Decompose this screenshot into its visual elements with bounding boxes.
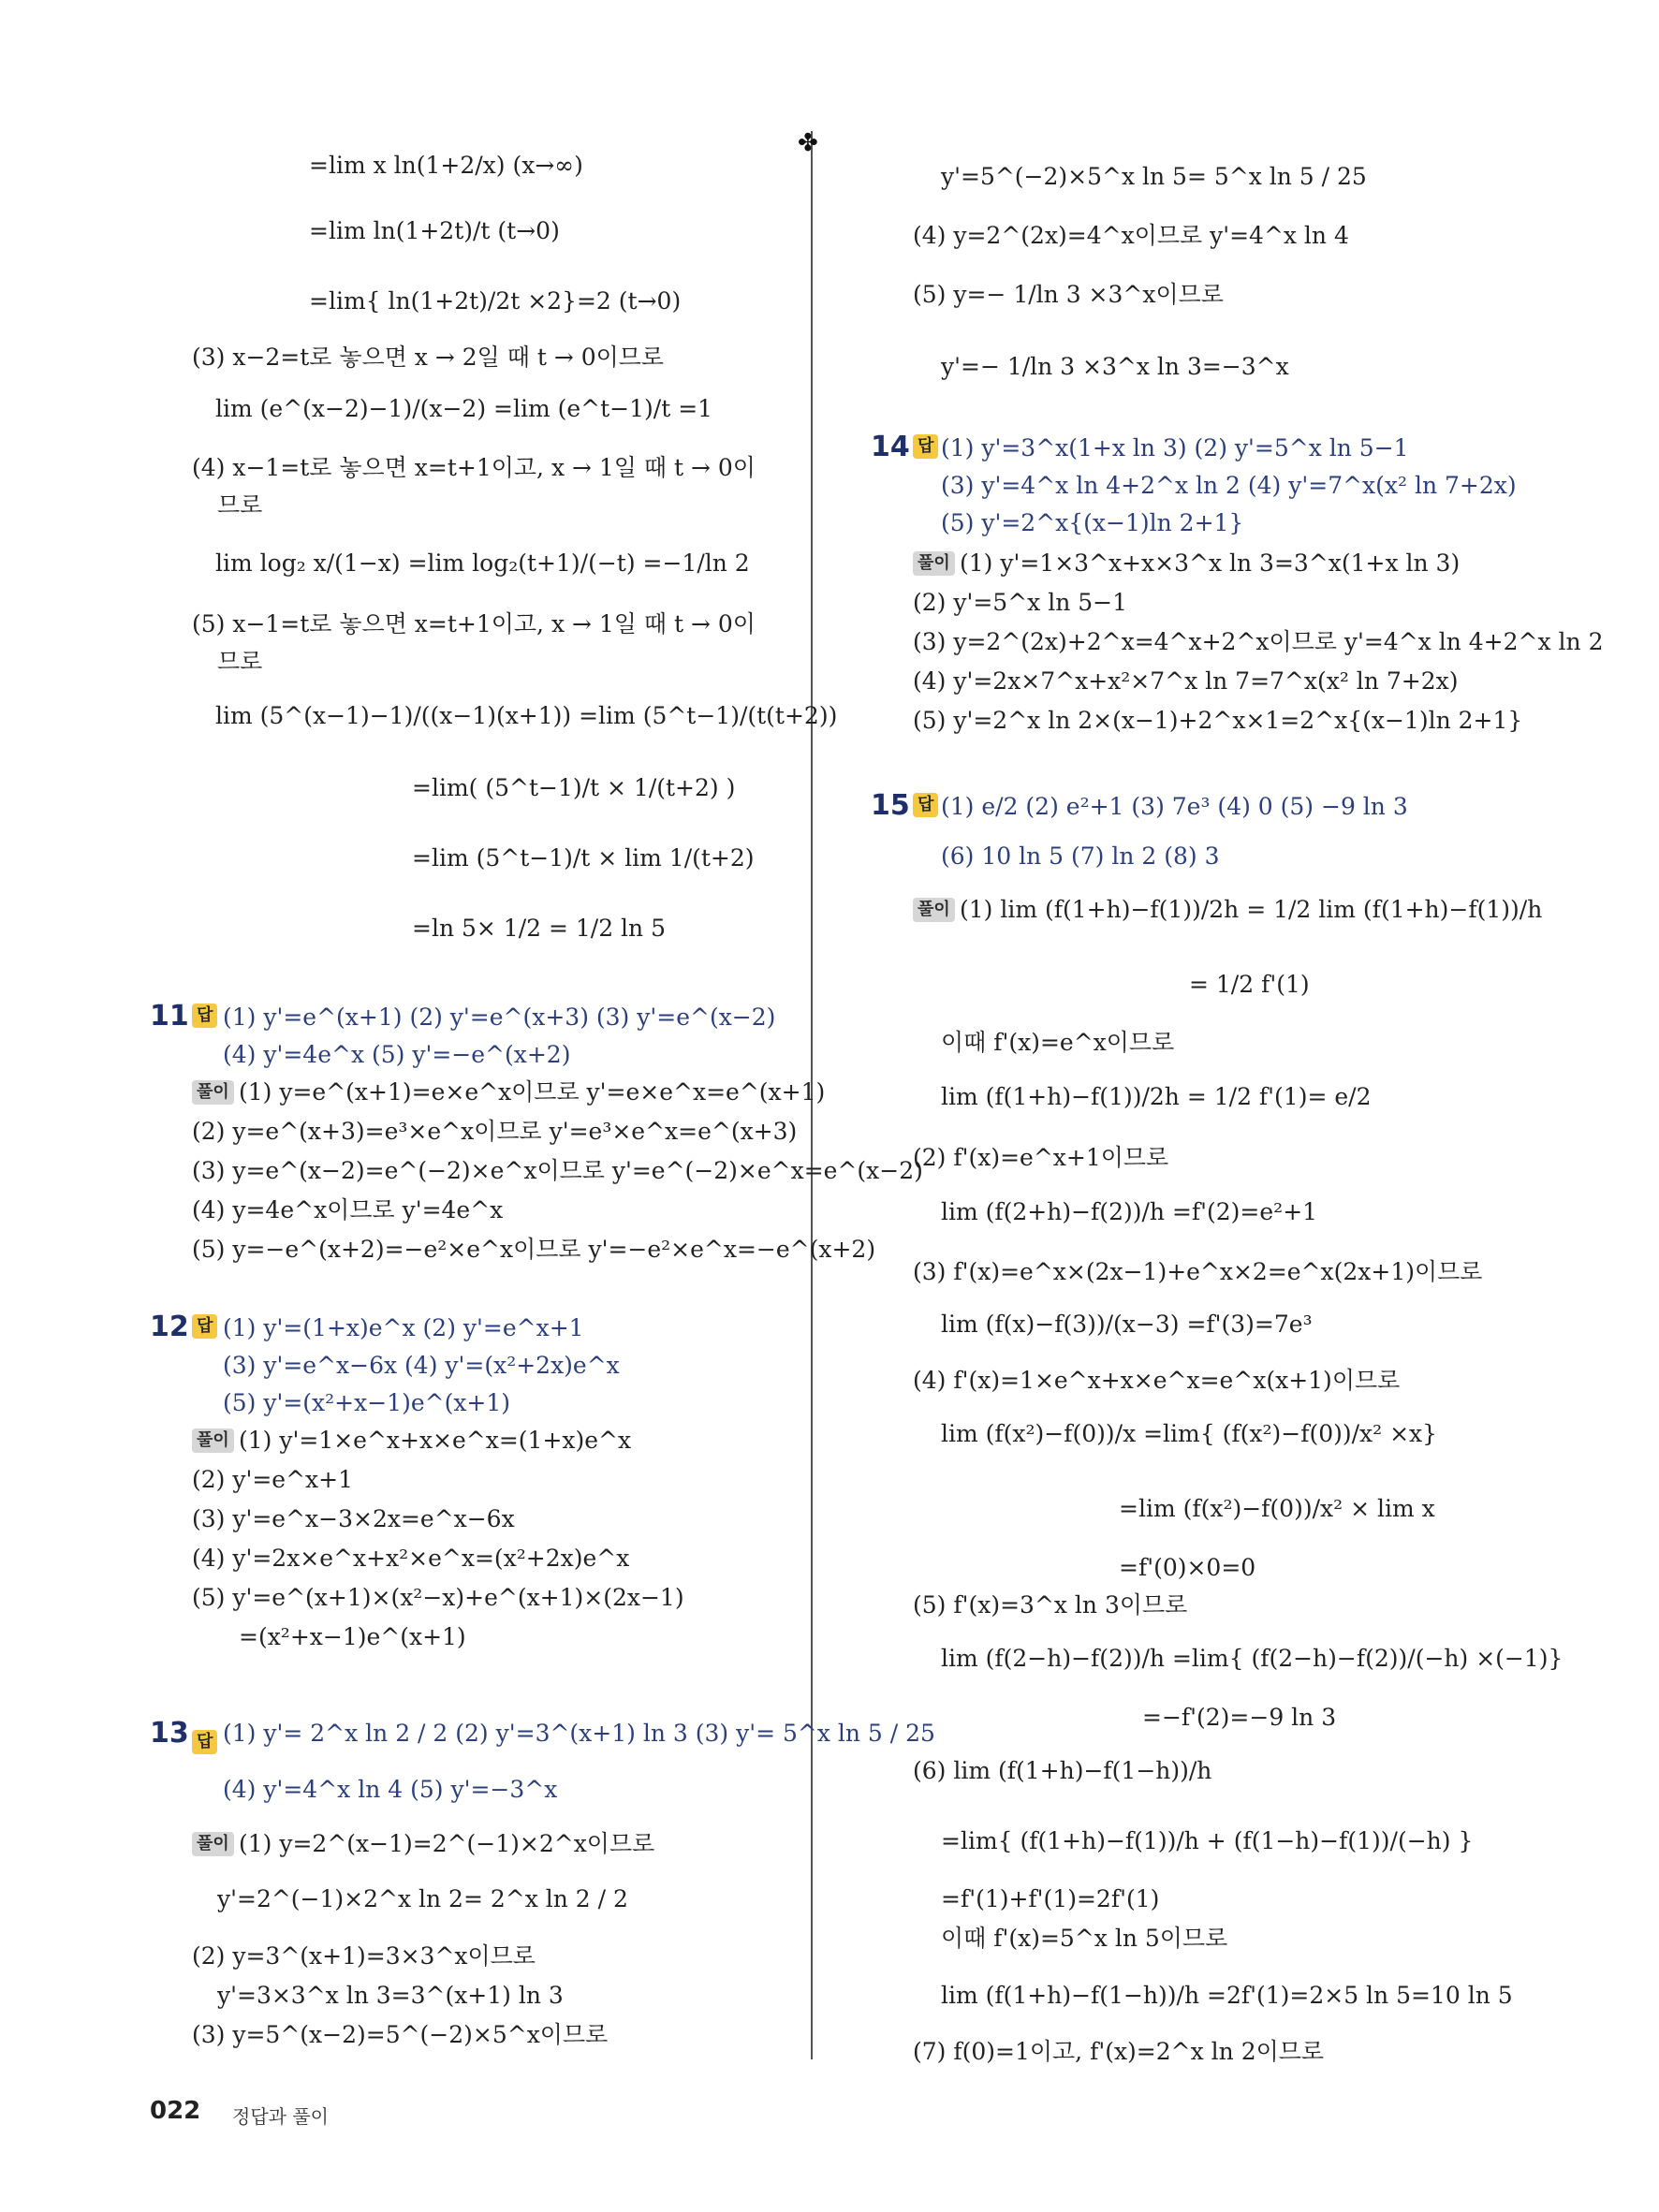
right-column-line: (1) y'=3^x(1+x ln 3) (2) y'=5^x ln 5−1 — [941, 434, 1409, 461]
left-column-line: (1) y'=e^(x+1) (2) y'=e^(x+3) (3) y'=e^(x−2) — [223, 1003, 776, 1031]
left-column-line: (3) y'=e^x−3×2x=e^x−6x — [192, 1505, 515, 1532]
left-column-line: (1) y=2^(x−1)=2^(−1)×2^x이므로 — [239, 1830, 655, 1857]
left-column-line: (3) x−2=t로 놓으면 x → 2일 때 t → 0이므로 — [192, 344, 665, 371]
left-column-line: lim (e^(x−2)−1)/(x−2) =lim (e^t−1)/t =1 — [215, 395, 713, 422]
right-column-line: =lim (f(x²)−f(0))/x² × lim x — [1119, 1495, 1435, 1522]
answer-badge: 답 — [192, 1730, 217, 1754]
left-column-line: 므로 — [217, 648, 263, 675]
question-number: 14 — [871, 431, 910, 463]
left-column-line: y'=2^(−1)×2^x ln 2= 2^x ln 2 / 2 — [217, 1885, 628, 1912]
answer-badge: 답 — [192, 1314, 217, 1339]
question-number: 15 — [871, 789, 910, 822]
left-column-line: (3) y=e^(x−2)=e^(−2)×e^x이므로 y'=e^(−2)×e^x=e^(x−2) — [192, 1157, 923, 1184]
solution-badge: 풀이 — [913, 898, 955, 922]
right-column-line: =−f'(2)=−9 ln 3 — [1142, 1704, 1337, 1731]
right-column-line: =f'(1)+f'(1)=2f'(1) — [941, 1885, 1160, 1912]
right-column-line: (6) lim (f(1+h)−f(1−h))/h — [913, 1757, 1212, 1784]
left-column-line: =(x²+x−1)e^(x+1) — [239, 1623, 466, 1650]
left-column-line: (1) y'=(1+x)e^x (2) y'=e^x+1 — [223, 1314, 584, 1341]
left-column-line: (5) y'=e^(x+1)×(x²−x)+e^(x+1)×(2x−1) — [192, 1584, 684, 1611]
right-column-line: y'=− 1/ln 3 ×3^x ln 3=−3^x — [941, 353, 1289, 380]
answer-badge: 답 — [913, 434, 938, 459]
left-column-line: lim log₂ x/(1−x) =lim log₂(t+1)/(−t) =−1/ln 2 — [215, 549, 750, 577]
answer-badge: 답 — [913, 793, 938, 817]
right-column-line: =f'(0)×0=0 — [1119, 1554, 1256, 1581]
right-column-line: (3) y=2^(2x)+2^x=4^x+2^x이므로 y'=4^x ln 4+2^x ln 2 — [913, 628, 1604, 655]
right-column-line: 이때 f'(x)=5^x ln 5이므로 — [941, 1925, 1228, 1952]
right-column-line: (1) e/2 (2) e²+1 (3) 7e³ (4) 0 (5) −9 ln 3 — [941, 793, 1408, 820]
page-footer-label: 정답과 풀이 — [232, 2105, 329, 2128]
right-column-line: lim (f(x)−f(3))/(x−3) =f'(3)=7e³ — [941, 1311, 1313, 1338]
right-column-line: = 1/2 f'(1) — [1189, 971, 1310, 998]
right-column-line: (5) f'(x)=3^x ln 3이므로 — [913, 1591, 1188, 1619]
left-column-line: (4) x−1=t로 놓으면 x=t+1이고, x → 1일 때 t → 0이 — [192, 454, 756, 481]
right-column-line: (3) f'(x)=e^x×(2x−1)+e^x×2=e^x(2x+1)이므로 — [913, 1258, 1483, 1285]
right-column-line: (5) y'=2^x ln 2×(x−1)+2^x×1=2^x{(x−1)ln 2+1} — [913, 707, 1523, 734]
left-column-line: =lim{ ln(1+2t)/2t ×2}=2 (t→0) — [309, 287, 682, 315]
right-column-line: lim (f(1+h)−f(1))/2h = 1/2 f'(1)= e/2 — [941, 1083, 1372, 1110]
right-column-line: (5) y=− 1/ln 3 ×3^x이므로 — [913, 281, 1224, 308]
right-column-line: (5) y'=2^x{(x−1)ln 2+1} — [941, 509, 1244, 536]
right-column-line: (4) y'=2x×7^x+x²×7^x ln 7=7^x(x² ln 7+2x) — [913, 667, 1459, 695]
left-column-line: =lim x ln(1+2/x) (x→∞) — [309, 152, 583, 179]
divider-ornament-icon: ✤ — [798, 129, 818, 157]
left-column-line: (1) y=e^(x+1)=e×e^x이므로 y'=e×e^x=e^(x+1) — [239, 1078, 826, 1106]
left-column-line: lim (5^(x−1)−1)/((x−1)(x+1)) =lim (5^t−1)/(t(t+2)) — [215, 702, 838, 729]
left-column-line: 므로 — [217, 491, 263, 519]
right-column-line: (7) f(0)=1이고, f'(x)=2^x ln 2이므로 — [913, 2038, 1325, 2065]
right-column-line: lim (f(x²)−f(0))/x =lim{ (f(x²)−f(0))/x² ×x} — [941, 1420, 1438, 1447]
left-column-line: (4) y'=4e^x (5) y'=−e^(x+2) — [223, 1041, 571, 1068]
left-column-line: (2) y=3^(x+1)=3×3^x이므로 — [192, 1942, 536, 1970]
right-column-line: (1) lim (f(1+h)−f(1))/2h = 1/2 lim (f(1+h)−f(1))/h — [960, 896, 1543, 923]
left-column-line: (3) y'=e^x−6x (4) y'=(x²+2x)e^x — [223, 1352, 620, 1379]
left-column-line: (3) y=5^(x−2)=5^(−2)×5^x이므로 — [192, 2021, 609, 2048]
solution-badge: 풀이 — [192, 1832, 234, 1856]
left-column-line: (4) y'=2x×e^x+x²×e^x=(x²+2x)e^x — [192, 1545, 630, 1572]
left-column-line: (4) y=4e^x이므로 y'=4e^x — [192, 1196, 504, 1223]
right-column-line: =lim{ (f(1+h)−f(1))/h + (f(1−h)−f(1))/(−h) } — [941, 1827, 1474, 1854]
left-column-line: =ln 5× 1/2 = 1/2 ln 5 — [412, 915, 666, 942]
left-column-line: (5) y'=(x²+x−1)e^(x+1) — [223, 1389, 511, 1416]
right-column-line: 이때 f'(x)=e^x이므로 — [941, 1029, 1175, 1056]
right-column-line: (1) y'=1×3^x+x×3^x ln 3=3^x(1+x ln 3) — [960, 549, 1461, 577]
answer-badge: 답 — [192, 1003, 217, 1028]
question-number: 13 — [150, 1717, 189, 1750]
solution-badge: 풀이 — [192, 1080, 234, 1105]
page-number: 022 — [150, 2097, 201, 2125]
question-number: 12 — [150, 1311, 189, 1343]
left-column-line: =lim( (5^t−1)/t × 1/(t+2) ) — [412, 774, 736, 801]
left-column-line: (2) y'=e^x+1 — [192, 1466, 353, 1493]
left-column-line: (1) y'= 2^x ln 2 / 2 (2) y'=3^(x+1) ln 3 (3) y'= 5^x ln 5 / 25 — [223, 1720, 935, 1747]
left-column-line: (1) y'=1×e^x+x×e^x=(1+x)e^x — [239, 1427, 632, 1454]
left-column-line: =lim (5^t−1)/t × lim 1/(t+2) — [412, 844, 755, 872]
left-column-line: (5) y=−e^(x+2)=−e²×e^x이므로 y'=−e²×e^x=−e^(x+2) — [192, 1236, 876, 1263]
right-column-line: lim (f(1+h)−f(1−h))/h =2f'(1)=2×5 ln 5=10 ln 5 — [941, 1982, 1513, 2009]
right-column-line: (2) y'=5^x ln 5−1 — [913, 589, 1128, 616]
right-column-line: (6) 10 ln 5 (7) ln 2 (8) 3 — [941, 842, 1220, 870]
left-column-line: (2) y=e^(x+3)=e³×e^x이므로 y'=e³×e^x=e^(x+3) — [192, 1118, 798, 1145]
right-column-line: (4) y=2^(2x)=4^x이므로 y'=4^x ln 4 — [913, 222, 1349, 249]
left-column-line: y'=3×3^x ln 3=3^(x+1) ln 3 — [217, 1982, 564, 2009]
left-column-line: =lim ln(1+2t)/t (t→0) — [309, 217, 560, 244]
solution-badge: 풀이 — [913, 551, 955, 576]
left-column-line: (5) x−1=t로 놓으면 x=t+1이고, x → 1일 때 t → 0이 — [192, 610, 756, 637]
right-column-line: y'=5^(−2)×5^x ln 5= 5^x ln 5 / 25 — [941, 163, 1367, 190]
right-column-line: (4) f'(x)=1×e^x+x×e^x=e^x(x+1)이므로 — [913, 1367, 1401, 1394]
right-column-line: lim (f(2−h)−f(2))/h =lim{ (f(2−h)−f(2))/(−h) ×(−1)} — [941, 1645, 1564, 1672]
question-number: 11 — [150, 1000, 189, 1033]
right-column-line: (3) y'=4^x ln 4+2^x ln 2 (4) y'=7^x(x² ln 7+2x) — [941, 472, 1517, 499]
right-column-line: (2) f'(x)=e^x+1이므로 — [913, 1144, 1169, 1171]
right-column-line: lim (f(2+h)−f(2))/h =f'(2)=e²+1 — [941, 1198, 1318, 1225]
left-column-line: (4) y'=4^x ln 4 (5) y'=−3^x — [223, 1776, 558, 1803]
solution-badge: 풀이 — [192, 1428, 234, 1453]
